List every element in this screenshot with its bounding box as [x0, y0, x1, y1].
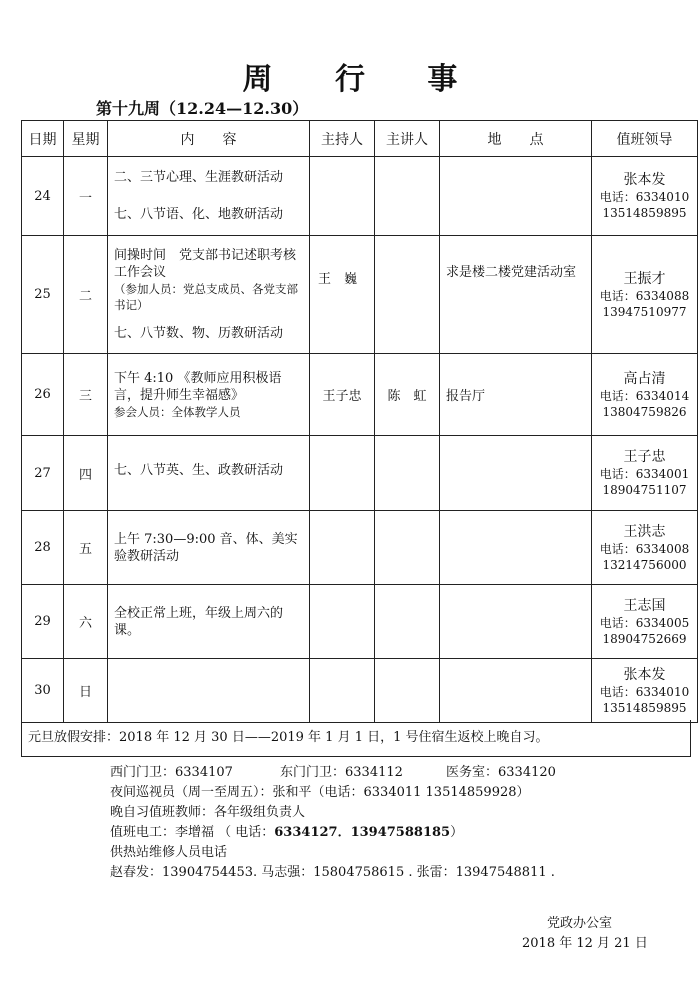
- duty-mobile: 18904752669: [602, 631, 687, 646]
- row-duty: [592, 659, 698, 723]
- header-speaker: 主讲人: [375, 121, 440, 157]
- row-duty: [592, 236, 698, 354]
- row-content: [108, 511, 310, 585]
- row-speaker: [375, 236, 440, 354]
- row-place: [440, 157, 592, 236]
- row-host: [310, 585, 375, 659]
- table-row: [22, 236, 698, 354]
- row-host: [310, 659, 375, 723]
- table-header-row: [22, 121, 698, 157]
- content-line: 七、八节英、生、政教研活动: [114, 463, 284, 478]
- row-date: 30: [22, 659, 64, 723]
- duty-tel: 电话：6334005: [599, 615, 690, 630]
- row-speaker: [375, 659, 440, 723]
- table-row: [22, 585, 698, 659]
- row-weekday: 二: [64, 236, 108, 354]
- row-duty: [592, 585, 698, 659]
- repair-list: 赵春发：13904754453. 马志强：15804758615 . 张雷：13947548811 .: [110, 865, 555, 880]
- header-host: 主持人: [310, 121, 375, 157]
- duty-mobile: 13514859895: [602, 700, 687, 715]
- signature-office: 党政办公室: [547, 916, 613, 931]
- row-speaker: [375, 585, 440, 659]
- content-line: 二、三节心理、生涯教研活动: [114, 170, 284, 185]
- duty-tel: 电话：6334014: [599, 388, 690, 403]
- row-content: [108, 157, 310, 236]
- east-gate: 东门门卫：6334112: [280, 765, 403, 780]
- row-speaker: [375, 511, 440, 585]
- table-row: [22, 511, 698, 585]
- row-content: [108, 436, 310, 511]
- duty-tel: 电话：6334088: [599, 288, 690, 303]
- content-line: 间操时间 党支部书记述职考核工作会议: [114, 248, 297, 280]
- evening-duty: 晚自习值班教师：各年级组负责人: [110, 805, 306, 820]
- content-line: （参加人员：党总支成员、各党支部书记）: [114, 282, 298, 312]
- week-label: 第十九周（12.24—12.30）: [96, 99, 309, 118]
- row-weekday: 一: [64, 157, 108, 236]
- duty-name: 王洪志: [623, 523, 666, 540]
- row-date: 27: [22, 436, 64, 511]
- row-speaker: 陈 虹: [375, 354, 440, 436]
- row-place: 报告厅: [440, 354, 592, 436]
- row-weekday: 六: [64, 585, 108, 659]
- night-patrol: 夜间巡视员（周一至周五）：张和平（电话：6334011 13514859928）: [110, 785, 530, 800]
- duty-mobile: 13947510977: [602, 304, 687, 319]
- header-content: 内 容: [108, 121, 310, 157]
- duty-mobile: 18904751107: [602, 483, 687, 497]
- row-duty: [592, 157, 698, 236]
- table-row: [22, 354, 698, 436]
- content-line: 全校正常上班，年级上周六的课。: [114, 605, 284, 638]
- row-date: 29: [22, 585, 64, 659]
- row-date: 25: [22, 236, 64, 354]
- row-host: [310, 436, 375, 511]
- contacts-block: [110, 763, 556, 883]
- duty-name: 王振才: [623, 270, 666, 287]
- repair-title: 供热站维修人员电话: [110, 845, 228, 860]
- header-duty: 值班领导: [592, 121, 698, 157]
- row-content: [108, 659, 310, 723]
- row-weekday: 日: [64, 659, 108, 723]
- row-duty: [592, 511, 698, 585]
- content-line: 七、八节数、物、历教研活动: [114, 326, 284, 341]
- electrician-label: 值班电工：李增福 （ 电话：: [110, 825, 275, 840]
- row-weekday: 四: [64, 436, 108, 511]
- signature-date: 2018 年 12 月 21 日: [522, 936, 648, 951]
- duty-tel: 电话：6334010: [599, 684, 690, 699]
- row-duty: [592, 436, 698, 511]
- duty-name: 王子忠: [623, 449, 666, 465]
- table-row: [22, 157, 698, 236]
- content-line: 七、八节语、化、地教研活动: [114, 207, 284, 222]
- header-date: 日期: [22, 121, 64, 157]
- electrician-end: ）: [450, 825, 464, 840]
- row-date: 24: [22, 157, 64, 236]
- row-weekday: 三: [64, 354, 108, 436]
- row-host: [310, 511, 375, 585]
- content-line: 参会人员：全体教学人员: [114, 404, 241, 419]
- header-weekday: 星期: [64, 121, 108, 157]
- row-duty: [592, 354, 698, 436]
- schedule-table: [21, 120, 698, 723]
- duty-name: 高占清: [623, 370, 666, 387]
- row-host: 王子忠: [310, 354, 375, 436]
- row-speaker: [375, 436, 440, 511]
- duty-tel: 电话：6334008: [599, 541, 690, 556]
- row-content: [108, 585, 310, 659]
- duty-name: 张本发: [623, 666, 666, 683]
- row-place: [440, 585, 592, 659]
- electrician-phone: 6334127．13947588185: [274, 825, 451, 840]
- row-place: [440, 659, 592, 723]
- west-gate: 西门门卫：6334107: [110, 765, 233, 780]
- row-weekday: 五: [64, 511, 108, 585]
- row-place: 求是楼二楼党建活动室: [440, 236, 592, 354]
- row-host: [310, 157, 375, 236]
- table-row: [22, 436, 698, 511]
- clinic: 医务室：6334120: [446, 765, 556, 780]
- electrician: [110, 823, 556, 843]
- row-content: [108, 354, 310, 436]
- row-content: [108, 236, 310, 354]
- gate-contacts: [110, 763, 556, 783]
- header-place: 地 点: [440, 121, 592, 157]
- row-date: 26: [22, 354, 64, 436]
- duty-mobile: 13214756000: [602, 557, 687, 572]
- row-date: 28: [22, 511, 64, 585]
- duty-name: 张本发: [623, 172, 666, 188]
- row-place: [440, 511, 592, 585]
- duty-mobile: 13514859895: [602, 206, 687, 220]
- row-speaker: [375, 157, 440, 236]
- row-host: 王 巍: [310, 236, 375, 354]
- duty-tel: 电话：6334010: [599, 190, 690, 204]
- duty-mobile: 13804759826: [602, 404, 687, 419]
- duty-tel: 电话：6334001: [599, 467, 690, 481]
- duty-name: 王志国: [623, 597, 666, 614]
- content-line: 下午 4:10 《教师应用积极语言，提升师生幸福感》: [114, 370, 282, 403]
- row-place: [440, 436, 592, 511]
- content-line: 上午 7:30—9:00 音、体、美实验教研活动: [114, 531, 298, 564]
- table-row: [22, 659, 698, 723]
- page-title: 周 行 事: [242, 62, 484, 97]
- holiday-notice: 元旦放假安排：2018 年 12 月 30 日——2019 年 1 月 1 日，1 号住宿生返校上晚自习。: [21, 720, 691, 757]
